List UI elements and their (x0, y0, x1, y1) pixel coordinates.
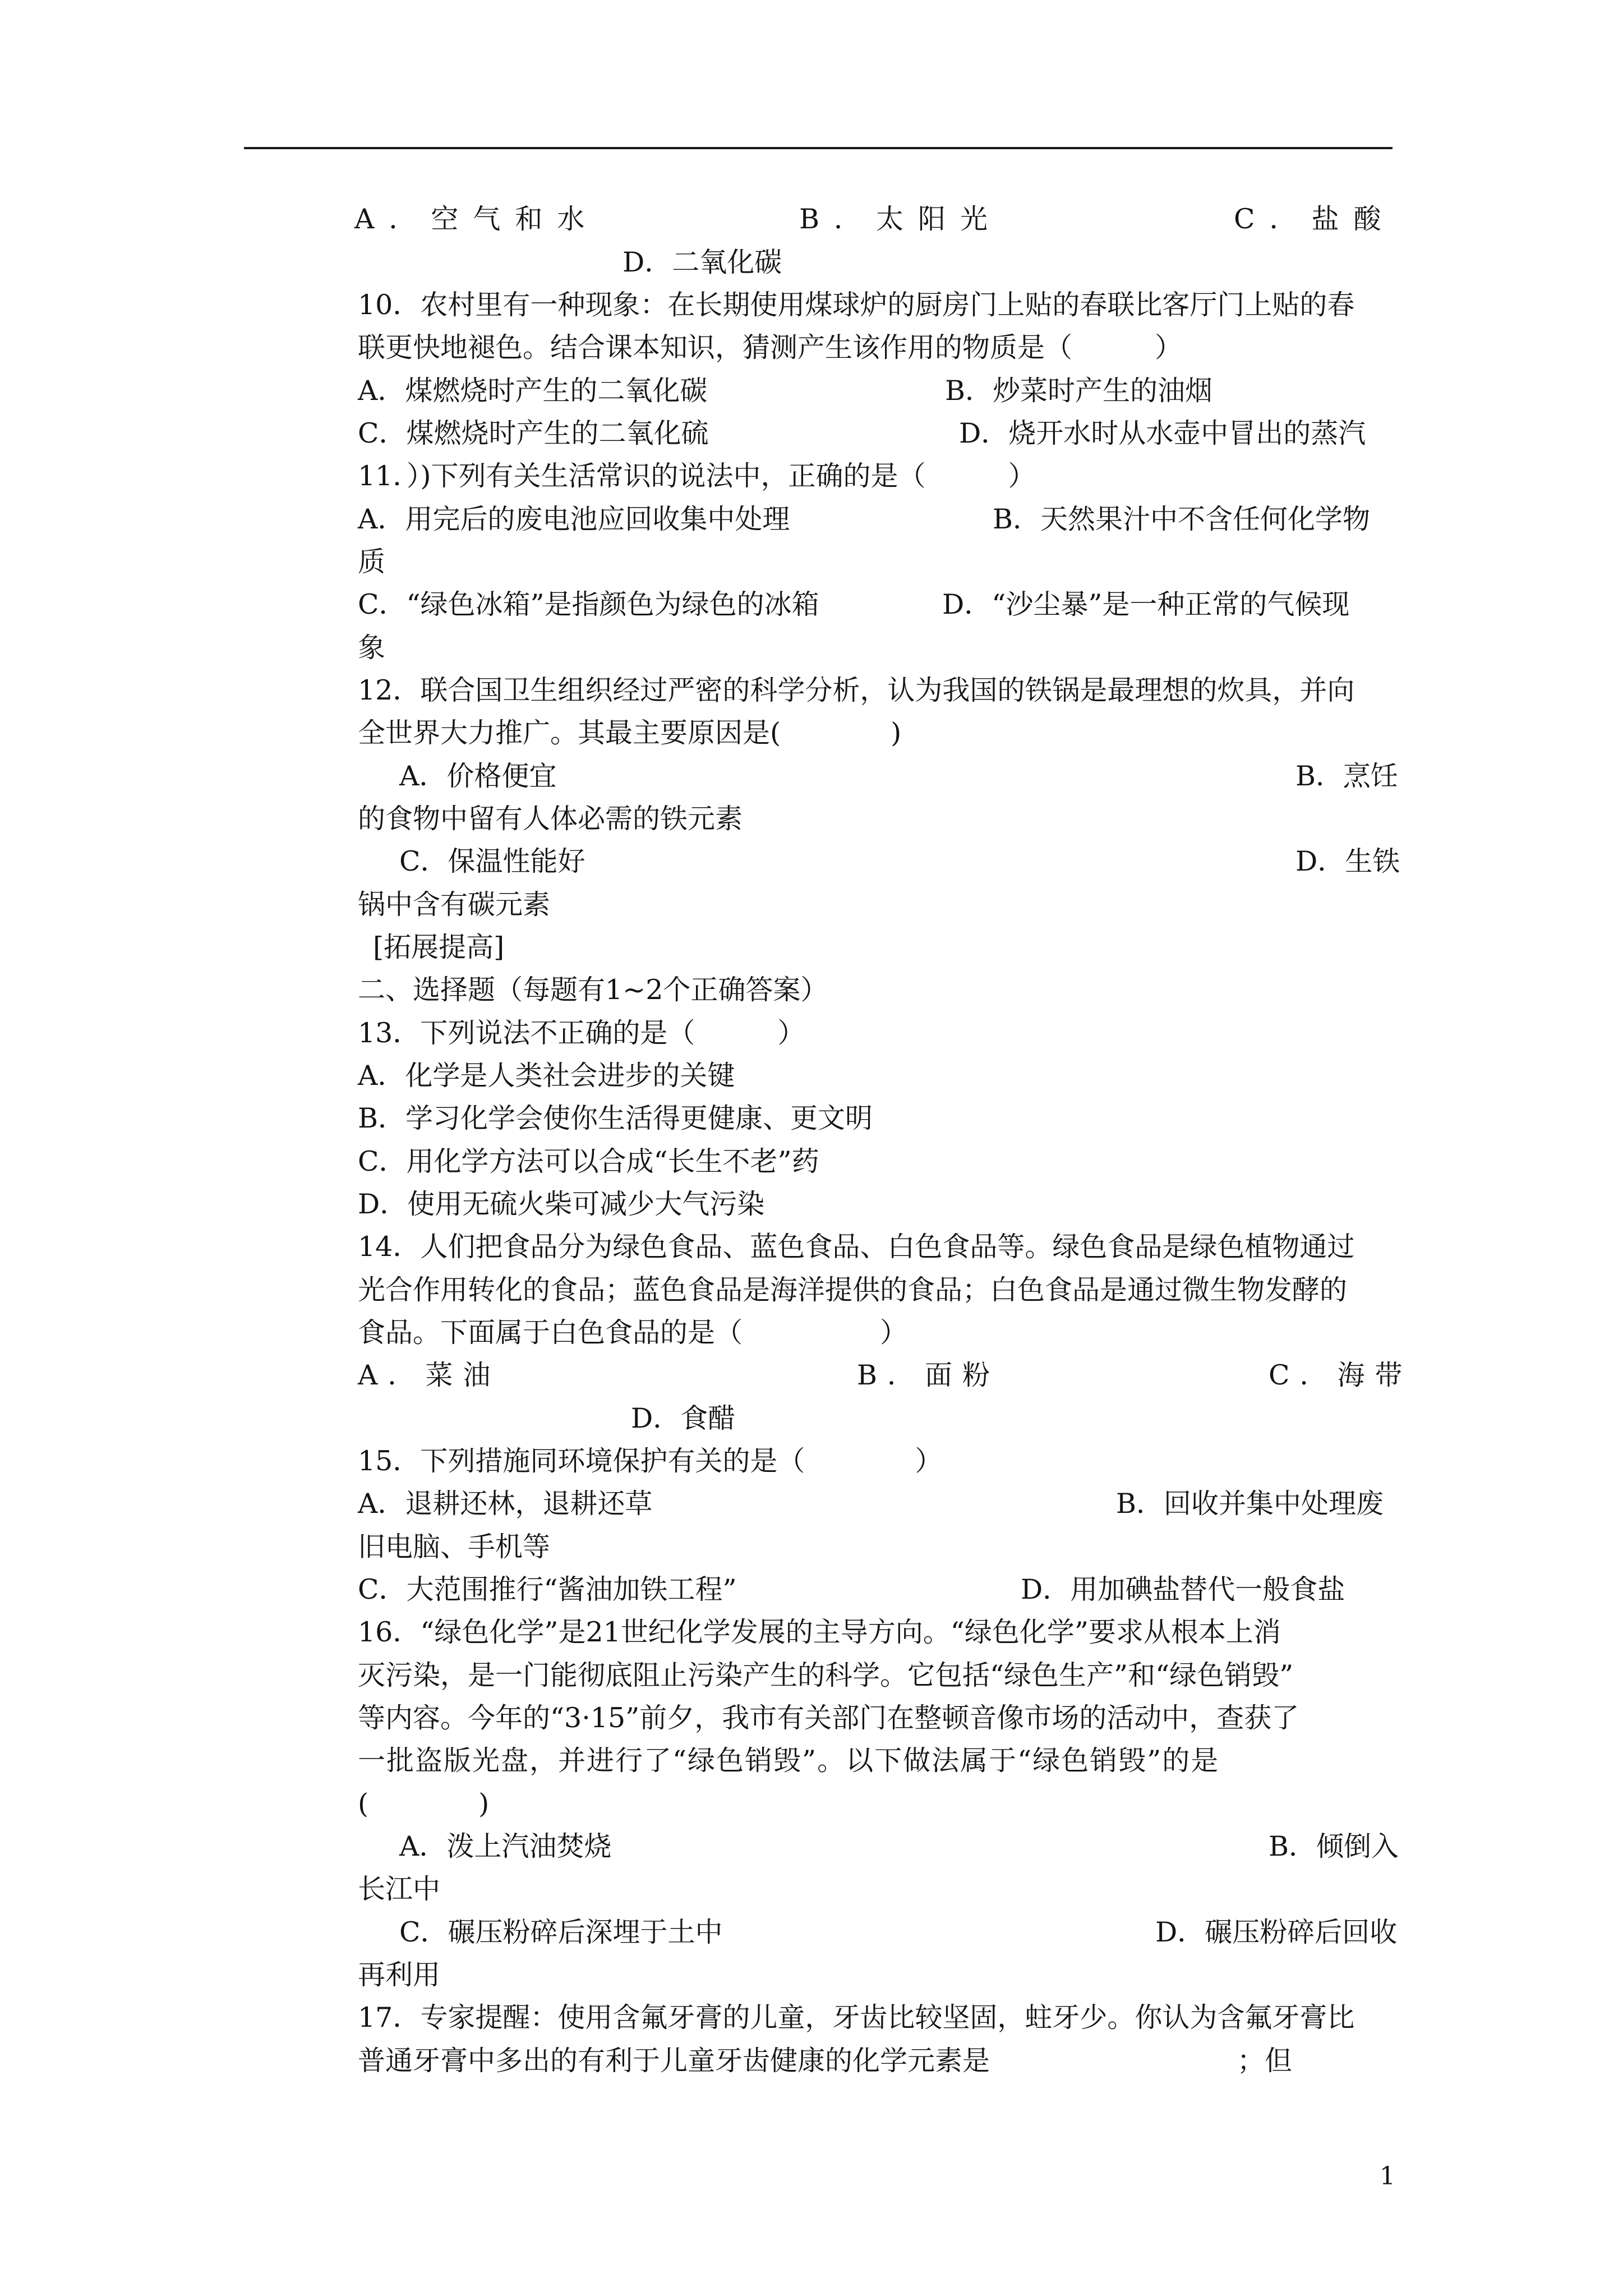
q11-option-a: A．用完后的废电池应回收集中处理 (358, 503, 790, 535)
q15-option-b-cont: 旧电脑、手机等 (358, 1531, 551, 1563)
q14-option-c: C．海带 (1269, 1359, 1413, 1391)
header-rule (244, 147, 1393, 149)
q16-option-d: D．碾压粉碎后回收 (1155, 1916, 1398, 1948)
q17-stem-line2: 普通牙膏中多出的有利于儿童牙齿健康的化学元素是 ；但 (358, 2045, 1293, 2077)
q11-option-b-cont: 质 (358, 546, 386, 578)
q16-option-a: A．泼上汽油焚烧 (399, 1830, 612, 1862)
q9-option-b: B．太阳光 (799, 203, 1003, 235)
q10-option-c: C．煤燃烧时产生的二氧化硫 (358, 417, 709, 449)
q16-option-d-cont: 再利用 (358, 1959, 441, 1991)
q11-stem: 11．）)下列有关生活常识的说法中，正确的是（ ） (358, 460, 1036, 492)
section-heading-extension: [拓展提高] (373, 931, 505, 963)
q14-option-a: A．菜油 (358, 1359, 501, 1391)
q15-option-c: C．大范围推行“酱油加铁工程” (358, 1573, 737, 1605)
q16-stem-line1: 16．“绿色化学”是21世纪化学发展的主导方向。“绿色化学”要求从根本上消 (358, 1616, 1281, 1648)
q16-stem-line2: 灭污染，是一门能彻底阻止污染产生的科学。它包括“绿色生产”和“绿色销毁” (358, 1659, 1294, 1691)
q10-option-b: B．炒菜时产生的油烟 (945, 375, 1213, 407)
q13-stem: 13．下列说法不正确的是（ ） (358, 1017, 805, 1049)
q17-stem-line1: 17．专家提醒：使用含氟牙膏的儿童，牙齿比较坚固，蛀牙少。你认为含氟牙膏比 (358, 2001, 1355, 2033)
q11-option-b: B．天然果汁中不含任何化学物 (993, 503, 1371, 535)
q12-option-c: C．保温性能好 (399, 845, 585, 877)
q10-stem-line2: 联更快地褪色。结合课本知识，猜测产生该作用的物质是（ ） (358, 332, 1183, 364)
q12-option-b-cont: 的食物中留有人体必需的铁元素 (358, 803, 743, 835)
q11-option-c: C．“绿色冰箱”是指颜色为绿色的冰箱 (358, 588, 819, 620)
q11-option-d-cont: 象 (358, 632, 386, 664)
q14-stem-line3: 食品。下面属于白色食品的是（ ） (358, 1317, 908, 1349)
q16-stem-line5: ( ) (358, 1788, 490, 1820)
q10-stem-line1: 10．农村里有一种现象：在长期使用煤球炉的厨房门上贴的春联比客厅门上贴的春 (358, 289, 1355, 321)
q12-stem-line2: 全世界大力推广。其最主要原因是( ) (358, 717, 902, 749)
q15-option-a: A．退耕还林，退耕还草 (358, 1488, 653, 1520)
q12-option-d-cont: 锅中含有碳元素 (358, 889, 551, 921)
q16-stem-line4: 一批盗版光盘，并进行了“绿色销毁”。以下做法属于“绿色销毁”的是 (358, 1745, 1220, 1777)
q10-option-d: D．烧开水时从水壶中冒出的蒸汽 (959, 417, 1366, 449)
q12-stem-line1: 12．联合国卫生组织经过严密的科学分析，认为我国的铁锅是最理想的炊具，并向 (358, 674, 1355, 706)
q16-option-b-cont: 长江中 (358, 1873, 441, 1905)
q9-option-a: A．空气和水 (354, 203, 600, 235)
q13-option-a: A．化学是人类社会进步的关键 (358, 1060, 735, 1092)
q16-option-b: B．倾倒入 (1269, 1830, 1399, 1862)
page-number: 1 (1380, 2162, 1395, 2191)
q16-option-c: C．碾压粉碎后深埋于土中 (399, 1916, 723, 1948)
q12-option-b: B．烹饪 (1295, 760, 1399, 792)
q14-option-d: D．食醋 (631, 1402, 736, 1434)
q9-option-d: D．二氧化碳 (623, 246, 782, 278)
section-title-choice: 二、选择题（每题有1~2个正确答案） (358, 974, 828, 1006)
q10-option-a: A．煤燃烧时产生的二氧化碳 (358, 375, 708, 407)
q9-option-c: C．盐酸 (1234, 203, 1396, 235)
q12-option-a: A．价格便宜 (399, 760, 557, 792)
q15-option-d: D．用加碘盐替代一般食盐 (1021, 1573, 1345, 1605)
q11-option-d: D．“沙尘暴”是一种正常的气候现 (942, 588, 1350, 620)
q16-stem-line3: 等内容。今年的“3·15”前夕，我市有关部门在整顿音像市场的活动中，查获了 (358, 1702, 1299, 1734)
q14-stem-line2: 光合作用转化的食品；蓝色食品是海洋提供的食品；白色食品是通过微生物发酵的 (358, 1274, 1348, 1306)
q14-stem-line1: 14．人们把食品分为绿色食品、蓝色食品、白色食品等。绿色食品是绿色植物通过 (358, 1231, 1355, 1263)
q12-option-d: D．生铁 (1295, 845, 1400, 877)
q15-option-b: B．回收并集中处理废 (1116, 1488, 1384, 1520)
q13-option-d: D．使用无硫火柴可减少大气污染 (358, 1188, 765, 1220)
q15-stem: 15．下列措施同环境保护有关的是（ ） (358, 1445, 943, 1477)
q13-option-b: B．学习化学会使你生活得更健康、更文明 (358, 1102, 873, 1134)
q14-option-b: B．面粉 (857, 1359, 1000, 1391)
q13-option-c: C．用化学方法可以合成“长生不老”药 (358, 1145, 819, 1177)
